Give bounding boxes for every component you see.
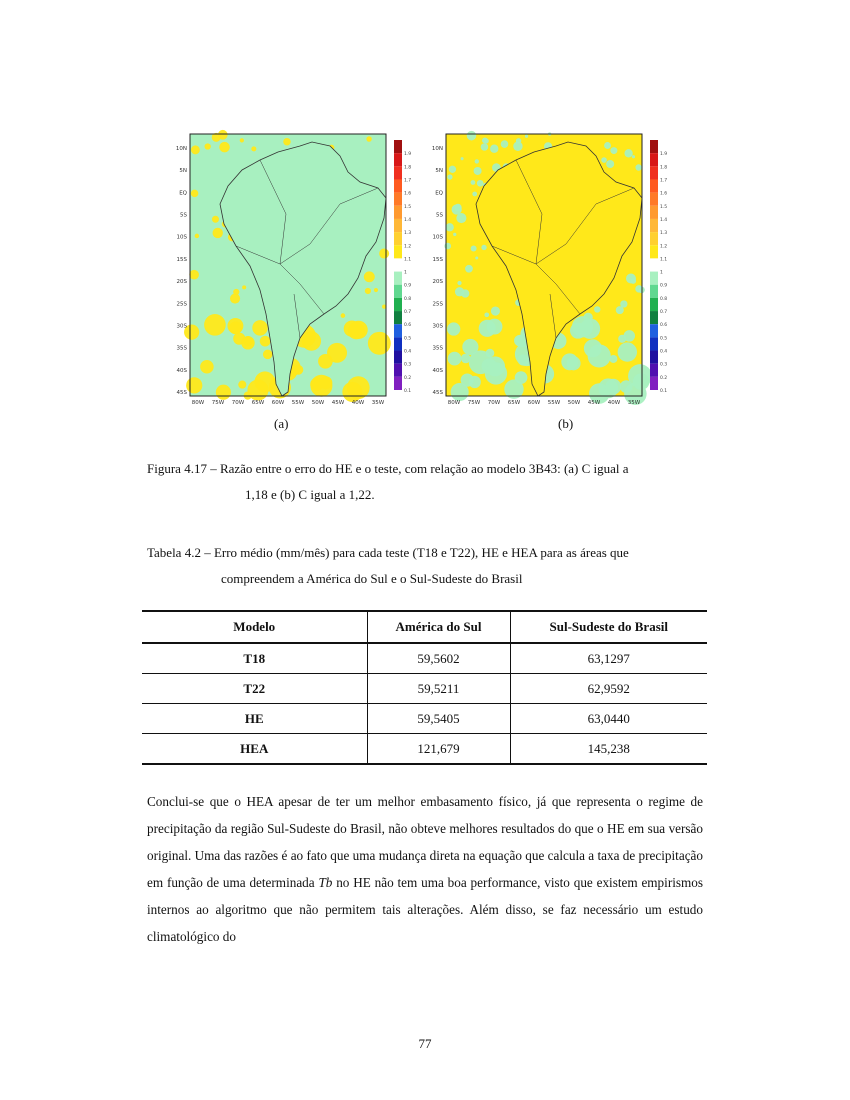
lat-tick-label: 25S	[176, 301, 187, 308]
lon-tick-label: 50W	[311, 400, 325, 406]
colorbar-label: 1.9	[660, 152, 668, 158]
colorbar-label: 0.3	[404, 362, 412, 368]
body-text-tb: Tb	[318, 875, 333, 890]
colorbar-label: 1.5	[660, 204, 668, 210]
colorbar-label: 1.5	[404, 204, 412, 210]
colorbar-segment	[650, 298, 658, 311]
colorbar-segment	[650, 232, 658, 245]
colorbar-label: 0.8	[404, 296, 412, 302]
colorbar-segment	[650, 219, 658, 232]
colorbar-segment	[650, 377, 658, 390]
cell-america-do-sul: 59,5405	[367, 704, 510, 734]
colorbar-label: 0.8	[660, 296, 668, 302]
colorbar-label: 0.9	[404, 283, 412, 289]
colorbar-label: 1.3	[404, 231, 412, 237]
lon-tick-label: 45W	[331, 400, 345, 406]
lat-tick-label: 25S	[432, 301, 443, 308]
colorbar-segment	[394, 272, 402, 285]
colorbar-label: 1.9	[404, 152, 412, 158]
results-table	[142, 610, 707, 765]
lon-tick-label: 75W	[467, 400, 481, 406]
map-svg	[428, 130, 668, 408]
map-svg	[172, 130, 412, 408]
colorbar-segment	[394, 245, 402, 258]
colorbar-segment	[394, 179, 402, 192]
colorbar-label: 0.1	[660, 389, 668, 394]
colorbar-label: 1.2	[404, 244, 412, 250]
colorbar-segment	[650, 193, 658, 206]
colorbar-label: 1.1	[660, 257, 668, 263]
table-caption-line2: compreendem a América do Sul e o Sul-Sudeste do Brasil	[221, 571, 523, 586]
header-sul-sudeste: Sul-Sudeste do Brasil	[510, 611, 707, 643]
colorbar-label: 1.8	[404, 165, 412, 171]
colorbar-segment	[394, 377, 402, 390]
colorbar-label: 0.6	[660, 323, 668, 329]
lon-tick-label: 55W	[291, 400, 305, 406]
lon-tick-label: 60W	[271, 400, 285, 406]
colorbar-label: 0.1	[404, 389, 412, 394]
colorbar-label: 1	[660, 270, 663, 276]
lat-tick-label: 5S	[436, 212, 443, 219]
colorbar-label: 0.5	[404, 336, 412, 342]
lon-tick-label: 80W	[191, 400, 205, 406]
colorbar-label: 1.4	[660, 217, 668, 223]
colorbar-segment	[650, 153, 658, 166]
lat-tick-label: 35S	[176, 345, 187, 352]
lon-tick-label: 55W	[547, 400, 561, 406]
colorbar-segment	[650, 206, 658, 219]
colorbar-segment	[394, 337, 402, 350]
lat-tick-label: 15S	[176, 256, 187, 263]
lat-tick-label: EQ	[179, 190, 187, 197]
colorbar-label: 0.2	[404, 375, 412, 381]
lon-tick-label: 70W	[231, 400, 245, 406]
cell-sul-sudeste: 62,9592	[510, 674, 707, 704]
colorbar-label: 1.2	[660, 244, 668, 250]
colorbar-label: 0.4	[660, 349, 668, 355]
lat-tick-label: 30S	[176, 323, 187, 330]
colorbar-label: 1.3	[660, 231, 668, 237]
cell-sul-sudeste: 63,0440	[510, 704, 707, 734]
colorbar-label: 0.4	[404, 349, 412, 355]
lon-tick-label: 65W	[251, 400, 265, 406]
cell-model: T22	[142, 674, 367, 704]
figure-panel-a	[172, 130, 412, 408]
table-caption-line1: Tabela 4.2 – Erro médio (mm/mês) para cada teste (T18 e T22), HE e HEA para as áreas que	[147, 545, 629, 560]
lon-tick-label: 80W	[447, 400, 461, 406]
figure-caption	[147, 456, 703, 508]
colorbar-segment	[650, 311, 658, 324]
figure-panel-b	[428, 130, 668, 408]
lat-tick-label: 15S	[432, 256, 443, 263]
colorbar-segment	[394, 166, 402, 179]
body-text-part2: no HE não tem uma boa performance, visto que existem empirismos internos ao algoritmo que não permitem tais alterações. Além disso, se faz necessário um estudo climatológico do	[147, 875, 703, 944]
colorbar-segment	[650, 324, 658, 337]
table-row	[142, 643, 707, 674]
lat-tick-label: 40S	[432, 367, 443, 374]
colorbar-label: 1.6	[660, 191, 668, 197]
colorbar-segment	[394, 364, 402, 377]
lat-tick-label: 20S	[432, 279, 443, 286]
lon-tick-label: 70W	[487, 400, 501, 406]
cell-america-do-sul: 121,679	[367, 734, 510, 765]
lon-tick-label: 35W	[627, 400, 641, 406]
lon-tick-label: 40W	[351, 400, 365, 406]
figure-caption-line1: Figura 4.17 – Razão entre o erro do HE e o teste, com relação ao modelo 3B43: (a) C igual a	[147, 461, 629, 476]
table-header-row	[142, 611, 707, 643]
colorbar-label: 0.7	[404, 310, 412, 316]
lon-tick-label: 35W	[371, 400, 385, 406]
colorbar-label: 0.3	[660, 362, 668, 368]
colorbar-label: 0.2	[660, 375, 668, 381]
cell-america-do-sul: 59,5602	[367, 643, 510, 674]
figure-caption-line2: 1,18 e (b) C igual a 1,22.	[245, 487, 375, 502]
cell-model: T18	[142, 643, 367, 674]
colorbar-label: 1.1	[404, 257, 412, 263]
lon-tick-label: 75W	[211, 400, 225, 406]
header-modelo: Modelo	[142, 611, 367, 643]
colorbar-segment	[650, 364, 658, 377]
colorbar-segment	[394, 193, 402, 206]
colorbar-label: 1.7	[404, 178, 412, 184]
colorbar-label: 1.4	[404, 217, 412, 223]
colorbar-segment	[650, 351, 658, 364]
colorbar-label: 1.6	[404, 191, 412, 197]
colorbar-label: 0.6	[404, 323, 412, 329]
colorbar-segment	[650, 245, 658, 258]
lat-tick-label: 5N	[435, 168, 443, 175]
cell-sul-sudeste: 63,1297	[510, 643, 707, 674]
table-row	[142, 734, 707, 765]
colorbar-segment	[394, 324, 402, 337]
colorbar-label: 0.9	[660, 283, 668, 289]
colorbar-label: 0.5	[660, 336, 668, 342]
body-paragraph	[147, 788, 703, 950]
colorbar-segment	[394, 153, 402, 166]
colorbar-segment	[650, 166, 658, 179]
colorbar-segment	[394, 298, 402, 311]
colorbar-segment	[650, 140, 658, 153]
lat-tick-label: 10S	[432, 234, 443, 241]
colorbar-segment	[394, 351, 402, 364]
lat-tick-label: 30S	[432, 323, 443, 330]
cell-sul-sudeste: 145,238	[510, 734, 707, 765]
table-row	[142, 674, 707, 704]
body-text-part1: Conclui-se que o HEA apesar de ter um melhor embasamento físico, já que representa o regime de precipitação da região Sul-Sudeste do Brasil, não obteve melhores resultados do que o HE em sua versão original. Uma das razões é ao fato que uma mudança direta na equação que calcula a taxa de precipitação em função de uma determinada	[147, 794, 703, 890]
header-america-do-sul: América do Sul	[367, 611, 510, 643]
colorbar-segment	[394, 258, 402, 271]
lon-tick-label: 60W	[527, 400, 541, 406]
colorbar-label: 1	[404, 270, 407, 276]
lat-tick-label: 10S	[176, 234, 187, 241]
page-number: 77	[418, 1036, 432, 1051]
lon-tick-label: 45W	[587, 400, 601, 406]
lat-tick-label: 45S	[176, 390, 187, 396]
colorbar-segment	[394, 140, 402, 153]
table-row	[142, 704, 707, 734]
cell-america-do-sul: 59,5211	[367, 674, 510, 704]
cell-model: HEA	[142, 734, 367, 765]
lon-tick-label: 65W	[507, 400, 521, 406]
colorbar-segment	[650, 179, 658, 192]
panel-label-b: (b)	[558, 416, 574, 431]
colorbar-label: 1.7	[660, 178, 668, 184]
table-caption	[147, 540, 703, 592]
lat-tick-label: 35S	[432, 345, 443, 352]
lat-tick-label: 20S	[176, 279, 187, 286]
panel-label-a: (a)	[274, 416, 289, 431]
lat-tick-label: 5S	[180, 212, 187, 219]
colorbar-segment	[394, 219, 402, 232]
lat-tick-label: EQ	[435, 190, 443, 197]
colorbar-segment	[394, 311, 402, 324]
colorbar-segment	[394, 285, 402, 298]
colorbar-segment	[650, 337, 658, 350]
lat-tick-label: 10N	[431, 146, 443, 152]
lon-tick-label: 50W	[567, 400, 581, 406]
colorbar-segment	[394, 232, 402, 245]
colorbar-segment	[650, 272, 658, 285]
colorbar-segment	[650, 258, 658, 271]
colorbar-label: 1.8	[660, 165, 668, 171]
lat-tick-label: 40S	[176, 367, 187, 374]
colorbar-label: 0.7	[660, 310, 668, 316]
colorbar-segment	[650, 285, 658, 298]
lat-tick-label: 10N	[175, 146, 187, 152]
lon-tick-label: 40W	[607, 400, 621, 406]
colorbar-segment	[394, 206, 402, 219]
lat-tick-label: 5N	[179, 168, 187, 175]
cell-model: HE	[142, 704, 367, 734]
lat-tick-label: 45S	[432, 390, 443, 396]
